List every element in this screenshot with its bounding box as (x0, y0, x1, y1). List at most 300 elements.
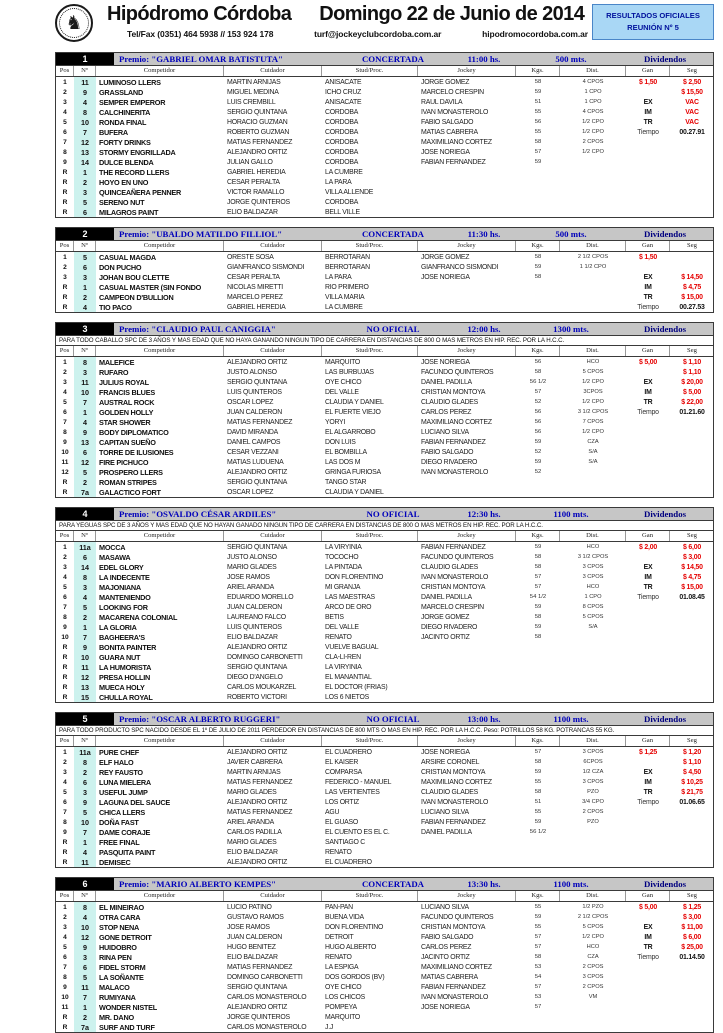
dist-cell: 2 CPOS (582, 139, 604, 145)
dist-cell: 2 1/2 CPOS (577, 254, 609, 260)
horse-name-cell: WONDER NISTEL (99, 1002, 157, 1012)
stud-cell: EL MANANTIAL (325, 673, 372, 681)
stud-cell: HUGO ALBERTO (325, 943, 377, 951)
num-cell: 8 (74, 357, 96, 367)
num-cell: 9 (74, 942, 96, 952)
num-cell: 2 (74, 177, 96, 187)
stud-cell: TANGO STAR (325, 478, 367, 486)
horse-name-cell: AUSTRAL ROCK (99, 397, 155, 407)
kgs-cell: 58 (534, 274, 542, 280)
stud-cell: EL CUADRERO (325, 858, 372, 866)
dist-cell: 1/2 CPO (582, 429, 604, 435)
stud-cell: LA PARA (325, 178, 352, 186)
table-row (56, 377, 713, 387)
jockey-cell: IVAN MONASTEROLO (421, 108, 489, 116)
horse-name-cell: ROMAN STRIPES (99, 477, 157, 487)
dist-cell: 1 1/2 CPO (579, 264, 607, 270)
kgs-cell: 53 (534, 994, 542, 1000)
dist-cell: 6CPOS (583, 759, 603, 765)
kgs-cell: 59 (534, 914, 542, 920)
horse-name-cell: PRESA HOLLIN (99, 672, 151, 682)
horse-name-cell: LAGUNA DEL SAUCE (99, 797, 170, 807)
jockey-cell: CLAUDIO GLADES (421, 563, 479, 571)
pos-cell: 8 (63, 818, 67, 826)
stud-cell: EL DOCTOR (FRIAS) (325, 683, 388, 691)
kgs-cell: 54 1/2 (529, 594, 547, 600)
column-header-cell: Dist. (560, 241, 626, 251)
kgs-cell: 56 1/2 (529, 379, 547, 385)
race-time: 13:30 hs. (467, 879, 501, 889)
stud-cell: LOS 6 NIETOS (325, 693, 369, 701)
num-cell: 3 (74, 272, 96, 282)
column-header-cell: Cuidador (224, 241, 322, 251)
column-header-cell: Gan (626, 891, 670, 901)
race-section-5 (55, 712, 714, 868)
table-row (56, 302, 713, 312)
table-row (56, 97, 713, 107)
race-premio: Premio: "GABRIEL OMAR BATISTUTA" (119, 54, 283, 64)
table-row (56, 282, 713, 292)
num-cell: 11 (74, 857, 96, 867)
trainer-cell: ELIO BALDAZAR (227, 848, 278, 856)
table-row (56, 552, 713, 562)
horse-name-cell: PURE CHEF (99, 747, 139, 757)
pos-cell: R (62, 208, 68, 216)
seg-cell: $ 1,10 (683, 368, 701, 376)
trainer-cell: DOMINGO CARBONETTI (227, 653, 303, 661)
pos-cell: 4 (63, 108, 67, 116)
table-row (56, 262, 713, 272)
num-cell: 11 (74, 377, 96, 387)
num-cell: 9 (74, 642, 96, 652)
table-row (56, 827, 713, 837)
kgs-cell: 55 (534, 109, 542, 115)
race-distance: 500 mts. (555, 229, 587, 239)
trainer-cell: SERGIO QUINTANA (227, 983, 288, 991)
num-cell: 11 (74, 982, 96, 992)
horse-name-cell: MUECA HOLY (99, 682, 145, 692)
column-header-cell: Dist. (560, 736, 626, 746)
jockey-cell: MAXIMILIANO CORTEZ (421, 778, 492, 786)
gan-cell: EX (643, 98, 653, 106)
dist-cell: HCO (586, 944, 600, 950)
pos-cell: 6 (63, 953, 67, 961)
seg-cell: $ 15,00 (681, 583, 703, 591)
jockey-cell: RAUL DAVILA (421, 98, 463, 106)
table-row (56, 437, 713, 447)
gan-cell: Tiempo (637, 953, 659, 961)
column-header-cell: Jockey (418, 891, 516, 901)
trainer-cell: ALEJANDRO ORTIZ (227, 148, 288, 156)
pos-cell: 4 (63, 933, 67, 941)
horse-head-emblem-icon: ♞ (55, 4, 93, 42)
column-header-cell: Gan (626, 66, 670, 76)
jockey-cell: MAXIMILIANO CORTEZ (421, 418, 492, 426)
column-header-cell: Cuidador (224, 891, 322, 901)
table-row (56, 952, 713, 962)
trainer-cell: SERGIO QUINTANA (227, 663, 288, 671)
horse-name-cell: RINA PEN (99, 952, 132, 962)
pos-cell: R (62, 168, 68, 176)
dist-cell: PZO (587, 789, 599, 795)
trainer-cell: LAUREANO FALCO (227, 613, 286, 621)
num-cell: 3 (74, 187, 96, 197)
pos-cell: R (62, 848, 68, 856)
race-type: CONCERTADA (361, 229, 425, 239)
horse-name-cell: STAR SHOWER (99, 417, 151, 427)
stud-cell: SANTIAGO C (325, 838, 365, 846)
horse-name-cell: DOÑA FAST (99, 817, 139, 827)
kgs-cell: 58 (534, 554, 542, 560)
seg-cell: 00.27.53 (679, 303, 705, 311)
stud-cell: BETIS (325, 613, 344, 621)
pos-cell: 2 (63, 913, 67, 921)
dist-cell: 1/2 PZO (582, 904, 604, 910)
stud-cell: LOS ORTIZ (325, 798, 359, 806)
column-header-cell: Pos (56, 346, 74, 356)
stud-cell: MARQUITO (325, 358, 361, 366)
dist-cell: HCO (586, 584, 600, 590)
kgs-cell: 57 (534, 934, 542, 940)
table-row (56, 972, 713, 982)
pos-cell: 7 (63, 138, 67, 146)
trainer-cell: MATIAS FERNANDEZ (227, 808, 293, 816)
trainer-cell: ALEJANDRO ORTIZ (227, 1003, 288, 1011)
num-cell: 6 (74, 962, 96, 972)
kgs-cell: 59 (534, 604, 542, 610)
column-header-cell: Dist. (560, 66, 626, 76)
pos-cell: 7 (63, 963, 67, 971)
seg-cell: 00.27.91 (679, 128, 705, 136)
pos-cell: 6 (63, 408, 67, 416)
pos-cell: 1 (63, 903, 67, 911)
race-time: 12:30 hs. (467, 509, 501, 519)
kgs-cell: 57 (534, 749, 542, 755)
horse-name-cell: FIRE PICHUCO (99, 457, 149, 467)
dist-cell: 3 CPOS (582, 574, 604, 580)
gan-cell: IM (644, 573, 652, 581)
table-row (56, 197, 713, 207)
race-type: CONCERTADA (361, 54, 425, 64)
race-condition: PARA YEGUAS SPC DE 3 AÑOS Y MAS EDAD QUE NO HAYAN GANADO NINGUN TIPO DE CARRERA EN DISTANCIAS DE 800 O MAS METROS EN HIP. REC. POR LA H.C.C. (56, 521, 713, 531)
kgs-cell: 57 (534, 984, 542, 990)
race-header-bar (56, 323, 713, 336)
jockey-cell: MAXIMILIANO CORTEZ (421, 138, 492, 146)
pos-cell: 3 (63, 273, 67, 281)
column-header-cell: Pos (56, 66, 74, 76)
pos-cell: 8 (63, 148, 67, 156)
page-header (55, 3, 714, 43)
table-row (56, 847, 713, 857)
official-results-badge (592, 4, 714, 40)
column-header-cell: Kgs. (516, 736, 560, 746)
gan-cell: TR (643, 788, 653, 796)
stud-cell: VILLA MARIA (325, 293, 365, 301)
pos-cell: R (62, 1023, 68, 1031)
num-cell: 4 (74, 912, 96, 922)
kgs-cell: 58 (534, 789, 542, 795)
pos-cell: R (62, 303, 68, 311)
num-cell: 7 (74, 632, 96, 642)
race-premio: Premio: "MARIO ALBERTO KEMPES" (119, 879, 276, 889)
table-row (56, 962, 713, 972)
stud-cell: ANISACATE (325, 78, 362, 86)
seg-cell: $ 10,25 (681, 778, 703, 786)
num-cell: 8 (74, 757, 96, 767)
kgs-cell: 59 (534, 459, 542, 465)
badge-line2: REUNIÓN Nº 5 (627, 23, 679, 33)
num-cell: 14 (74, 562, 96, 572)
pos-cell: R (62, 663, 68, 671)
kgs-cell: 57 (534, 584, 542, 590)
page-title: Hipódromo Córdoba (107, 3, 292, 25)
column-header-cell: Pos (56, 531, 74, 541)
website-link[interactable]: hipodromocordoba.com.ar (482, 29, 588, 39)
gan-cell: $ 1,50 (639, 253, 657, 261)
num-cell: 2 (74, 767, 96, 777)
horse-name-cell: LA HUMORISTA (99, 662, 152, 672)
trainer-cell: CESAR VEZZANI (227, 448, 279, 456)
stud-cell: RENATO (325, 953, 352, 961)
num-cell: 12 (74, 932, 96, 942)
horse-name-cell: JULIUS ROYAL (99, 377, 149, 387)
table-row (56, 252, 713, 262)
stud-cell: MI GRANJA (325, 583, 361, 591)
horse-name-cell: CASUAL MASTER (SIN FONDO (99, 282, 202, 292)
table-row (56, 787, 713, 797)
seg-cell: $ 2,50 (683, 78, 701, 86)
horse-name-cell: STORMY ENGRILLADA (99, 147, 176, 157)
dist-cell: 3 1/2 CPOS (577, 409, 609, 415)
num-cell: 1 (74, 1002, 96, 1012)
race-condition: PARA TODO PRODUCTO SPC NACIDO DESDE EL 1º DE JULIO DE 2011 PERDEDOR EN DISTANCIAS DE 800 MTS O MAS EN HIP. REC. POR LA H.C.C. Peso: POTRILLOS 58 KG. POTRANCAS 55 KG. (56, 726, 713, 736)
table-row (56, 467, 713, 477)
pos-cell: 10 (61, 993, 69, 1001)
kgs-cell: 57 (534, 389, 542, 395)
jockey-cell: DANIEL PADILLA (421, 378, 472, 386)
pos-cell: 2 (63, 553, 67, 561)
stud-cell: FEDERICO - MANUEL (325, 778, 392, 786)
trainer-cell: CARLOS PADILLA (227, 828, 282, 836)
column-header-cell: Competidor (96, 241, 224, 251)
trainer-cell: JUAN CALDERON (227, 603, 282, 611)
horse-name-cell: DEMISEC (99, 857, 131, 867)
kgs-cell: 57 (534, 149, 542, 155)
trainer-cell: ELIO BALDAZAR (227, 633, 278, 641)
jockey-cell: IVAN MONASTEROLO (421, 573, 489, 581)
table-row (56, 167, 713, 177)
jockey-cell: FABIAN FERNANDEZ (421, 158, 486, 166)
horse-name-cell: CALCHINERITA (99, 107, 151, 117)
horse-name-cell: RONDA FINAL (99, 117, 147, 127)
num-cell: 2 (74, 1012, 96, 1022)
column-header-cell: Nº (74, 241, 96, 251)
pos-cell: 6 (63, 593, 67, 601)
stud-cell: BERROTARAN (325, 263, 370, 271)
trainer-cell: CARLOS MONASTEROLO (227, 993, 307, 1001)
pos-cell: 7 (63, 603, 67, 611)
pos-cell: 5 (63, 943, 67, 951)
pos-cell: R (62, 673, 68, 681)
jockey-cell: FACUNDO QUINTEROS (421, 913, 494, 921)
dist-cell: 3/4 CPO (582, 799, 604, 805)
kgs-cell: 56 1/2 (529, 829, 547, 835)
trainer-cell: CARLOS MONASTEROLO (227, 1023, 307, 1031)
horse-name-cell: REY FAUSTO (99, 767, 143, 777)
jockey-cell: IVAN MONASTEROLO (421, 468, 489, 476)
seg-cell: $ 6,00 (683, 543, 701, 551)
trainer-cell: DAVID MIRANDA (227, 428, 278, 436)
num-cell: 3 (74, 582, 96, 592)
table-row (56, 582, 713, 592)
race-time: 13:00 hs. (467, 714, 501, 724)
trainer-cell: JORGE QUINTEROS (227, 1013, 290, 1021)
column-header-cell: Kgs. (516, 241, 560, 251)
kgs-cell: 58 (534, 564, 542, 570)
jockey-cell: JORGE GOMEZ (421, 613, 470, 621)
seg-cell: $ 15,50 (681, 88, 703, 96)
stud-cell: VILLA ALLENDE (325, 188, 374, 196)
pos-cell: R (62, 178, 68, 186)
table-row (56, 1012, 713, 1022)
seg-cell: $ 1,10 (683, 358, 701, 366)
seg-cell: VAC (685, 118, 699, 126)
gan-cell: IM (644, 933, 652, 941)
stud-cell: LA PARA (325, 273, 352, 281)
contact-line (93, 26, 592, 39)
dist-cell: CZA (587, 954, 599, 960)
column-header-cell: Stud/Proc. (322, 346, 418, 356)
stud-cell: LA PINTADA (325, 563, 362, 571)
num-cell: 4 (74, 302, 96, 312)
table-row (56, 642, 713, 652)
horse-name-cell: CAPITAN SUEÑO (99, 437, 156, 447)
race-section-3 (55, 322, 714, 498)
kgs-cell: 58 (534, 254, 542, 260)
stud-cell: DEL VALLE (325, 388, 359, 396)
race-type: NO OFICIAL (366, 324, 420, 334)
dist-cell: 3 CPOS (582, 974, 604, 980)
stud-cell: GRINGA FURIOSA (325, 468, 381, 476)
table-row (56, 572, 713, 582)
stud-cell: DON FLORENTINO (325, 573, 384, 581)
column-header-cell: Cuidador (224, 346, 322, 356)
num-cell: 5 (74, 197, 96, 207)
trainer-cell: MARIO GLADES (227, 563, 277, 571)
column-header-row (56, 66, 713, 77)
num-cell: 5 (74, 807, 96, 817)
column-header-row (56, 346, 713, 357)
race-time: 11:30 hs. (467, 229, 501, 239)
num-cell: 1 (74, 407, 96, 417)
seg-cell: 01.14.50 (679, 953, 705, 961)
num-cell: 7 (74, 827, 96, 837)
trainer-cell: MARTIN ARNIJAS (227, 78, 281, 86)
column-header-cell: Nº (74, 66, 96, 76)
horse-name-cell: PASQUITA PAINT (99, 847, 156, 857)
pos-cell: R (62, 838, 68, 846)
stud-cell: CORDOBA (325, 148, 359, 156)
stud-cell: EL GUASO (325, 818, 358, 826)
pos-cell: 2 (63, 88, 67, 96)
stud-cell: PAN-PAN (325, 903, 353, 911)
kgs-cell: 59 (534, 624, 542, 630)
num-cell: 5 (74, 467, 96, 477)
column-header-cell: Nº (74, 531, 96, 541)
trainer-cell: CESAR PERALTA (227, 178, 280, 186)
num-cell: 6 (74, 207, 96, 217)
jockey-cell: MATIAS CABRERA (421, 128, 478, 136)
column-header-cell: Stud/Proc. (322, 241, 418, 251)
horse-name-cell: SEMPER EMPEROR (99, 97, 166, 107)
horse-name-cell: THE RECORD LLERS (99, 167, 170, 177)
trainer-cell: JUAN CALDERON (227, 933, 282, 941)
trainer-cell: JUSTO ALONSO (227, 553, 277, 561)
stud-cell: CLA-LI-REN (325, 653, 361, 661)
kgs-cell: 58 (534, 614, 542, 620)
column-header-cell: Competidor (96, 891, 224, 901)
horse-name-cell: BAGHEERA'S (99, 632, 145, 642)
dividendos-label: Dividendos (643, 509, 687, 519)
email-link[interactable]: turf@jockeyclubcordoba.com.ar (314, 29, 442, 39)
pos-cell: 3 (63, 923, 67, 931)
jockey-cell: CRISTIAN MONTOYA (421, 923, 486, 931)
jockey-cell: DIEGO RIVADERO (421, 623, 478, 631)
table-row (56, 692, 713, 702)
gan-cell: Tiempo (637, 593, 659, 601)
seg-cell: $ 20,00 (681, 378, 703, 386)
stud-cell: DON LUIS (325, 438, 356, 446)
column-header-cell: Seg (687, 347, 697, 354)
horse-name-cell: LA SOÑANTE (99, 972, 144, 982)
table-row (56, 672, 713, 682)
pos-cell: 7 (63, 808, 67, 816)
column-header-cell: Stud/Proc. (322, 531, 418, 541)
num-cell: 2 (74, 477, 96, 487)
table-row (56, 127, 713, 137)
stud-cell: BELL VILLE (325, 208, 360, 216)
dist-cell: S/A (588, 449, 598, 455)
horse-name-cell: FRANCIS BLUES (99, 387, 155, 397)
trainer-cell: LUIS CREMBILL (227, 98, 276, 106)
stud-cell: LAS MAESTRAS (325, 593, 375, 601)
table-row (56, 682, 713, 692)
horse-name-cell: GUARA NUT (99, 652, 141, 662)
num-cell: 12 (74, 137, 96, 147)
jockey-cell: JOSE NORIEGA (421, 148, 470, 156)
trainer-cell: MARCELO PEREZ (227, 293, 283, 301)
race-time: 11:00 hs. (467, 54, 501, 64)
num-cell: 2 (74, 292, 96, 302)
column-header-cell: Kgs. (516, 346, 560, 356)
telfax-text: Tel/Fax (0351) 464 5938 // 153 924 178 (127, 29, 274, 39)
race-premio: Premio: "CLAUDIO PAUL CANIGGIA" (119, 324, 276, 334)
column-header-cell: Seg (687, 242, 697, 249)
jockey-cell: FABIAN FERNANDEZ (421, 983, 486, 991)
seg-cell: $ 22,00 (681, 398, 703, 406)
column-header-cell: Gan (626, 531, 670, 541)
num-cell: 12 (74, 457, 96, 467)
pos-cell: 11 (61, 458, 69, 466)
trainer-cell: JAVIER CABRERA (227, 758, 283, 766)
num-cell: 11a (74, 747, 96, 757)
horse-name-cell: STOP NENA (99, 922, 140, 932)
dist-cell: 5 CPOS (582, 369, 604, 375)
table-row (56, 612, 713, 622)
num-cell: 1 (74, 622, 96, 632)
table-row (56, 747, 713, 757)
stud-cell: DOS GORDOS (BV) (325, 973, 385, 981)
